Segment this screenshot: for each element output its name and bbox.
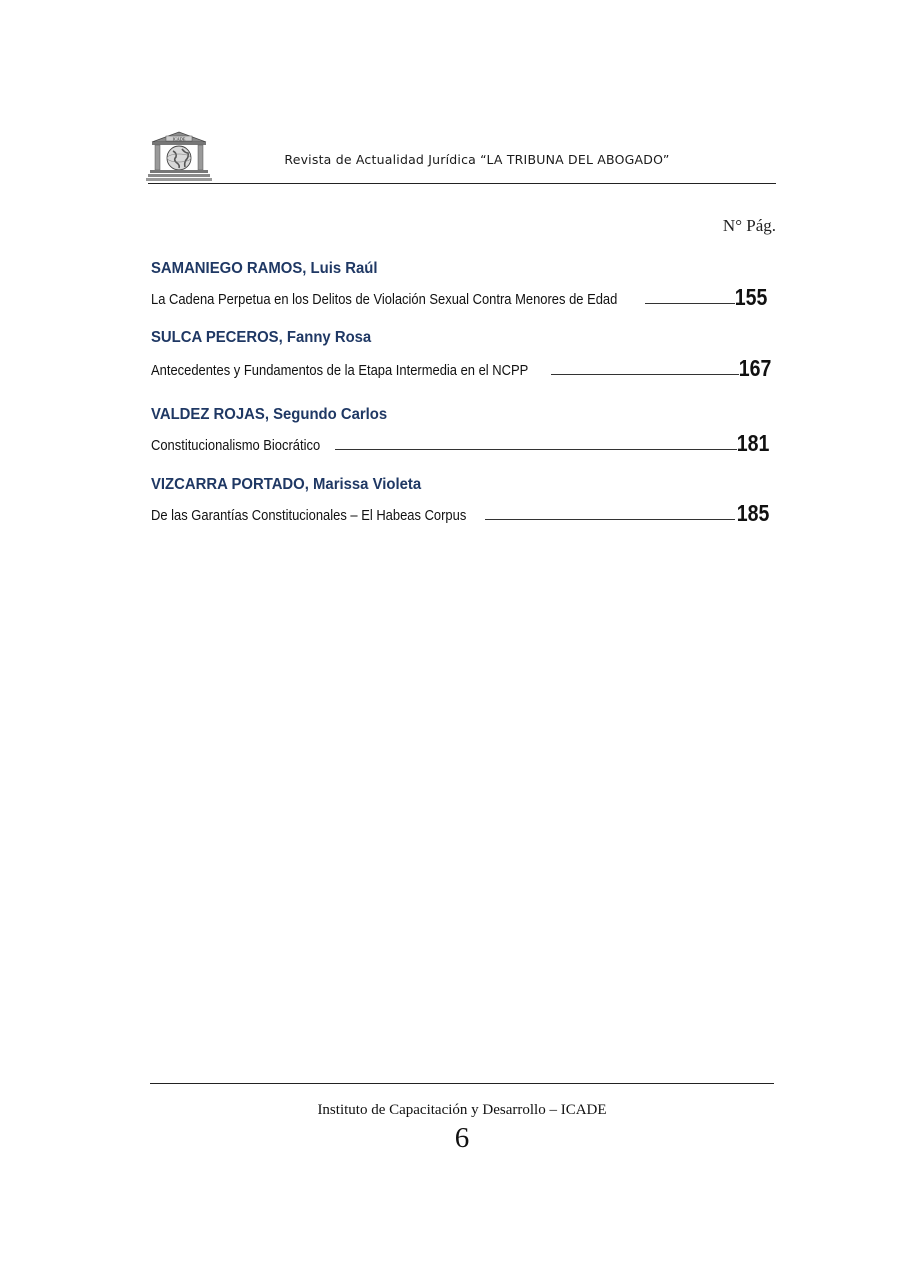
toc-entry — [151, 258, 771, 310]
footer-divider — [150, 1083, 774, 1084]
toc-entry — [151, 327, 771, 381]
toc-author: SULCA PECEROS, Fanny Rosa — [151, 329, 372, 346]
toc-title-row — [151, 430, 771, 456]
toc-author: SAMANIEGO RAMOS, Luis Raúl — [151, 260, 378, 277]
toc-title: La Cadena Perpetua en los Delitos de Violación Sexual Contra Menores de Edad — [151, 292, 618, 308]
toc-title: Constitucionalismo Biocrático — [151, 438, 321, 454]
toc-title: De las Garantías Constitucionales – El Habeas Corpus — [151, 508, 467, 524]
logo-lettering: ICADE — [172, 136, 186, 142]
toc-page-number: 167 — [738, 355, 771, 381]
toc-entry — [151, 474, 771, 526]
toc-leader — [335, 449, 737, 450]
toc-author: VIZCARRA PORTADO, Marissa Violeta — [151, 476, 422, 493]
toc-title: Antecedentes y Fundamentos de la Etapa Intermedia en el NCPP — [151, 363, 529, 379]
icade-logo — [146, 130, 212, 182]
toc-page-number: 185 — [736, 500, 769, 526]
toc-title-row — [151, 500, 771, 526]
footer-institution: Instituto de Capacitación y Desarrollo – ICADE — [317, 1102, 607, 1118]
toc-leader — [645, 303, 735, 304]
toc-author: VALDEZ ROJAS, Segundo Carlos — [151, 406, 388, 423]
toc-entry — [151, 404, 771, 456]
toc-leader — [485, 519, 735, 520]
toc-page-number: 155 — [734, 284, 767, 310]
toc-title-row — [151, 355, 771, 381]
journal-title: Revista de Actualidad Jurídica “LA TRIBUNA DEL ABOGADO” — [284, 152, 670, 167]
page-number: 6 — [454, 1122, 470, 1154]
toc-leader — [551, 374, 739, 375]
header-divider — [148, 183, 776, 184]
page-column-label: N° Pág. — [722, 216, 776, 235]
toc-page-number: 181 — [736, 430, 769, 456]
toc-title-row — [151, 284, 771, 310]
